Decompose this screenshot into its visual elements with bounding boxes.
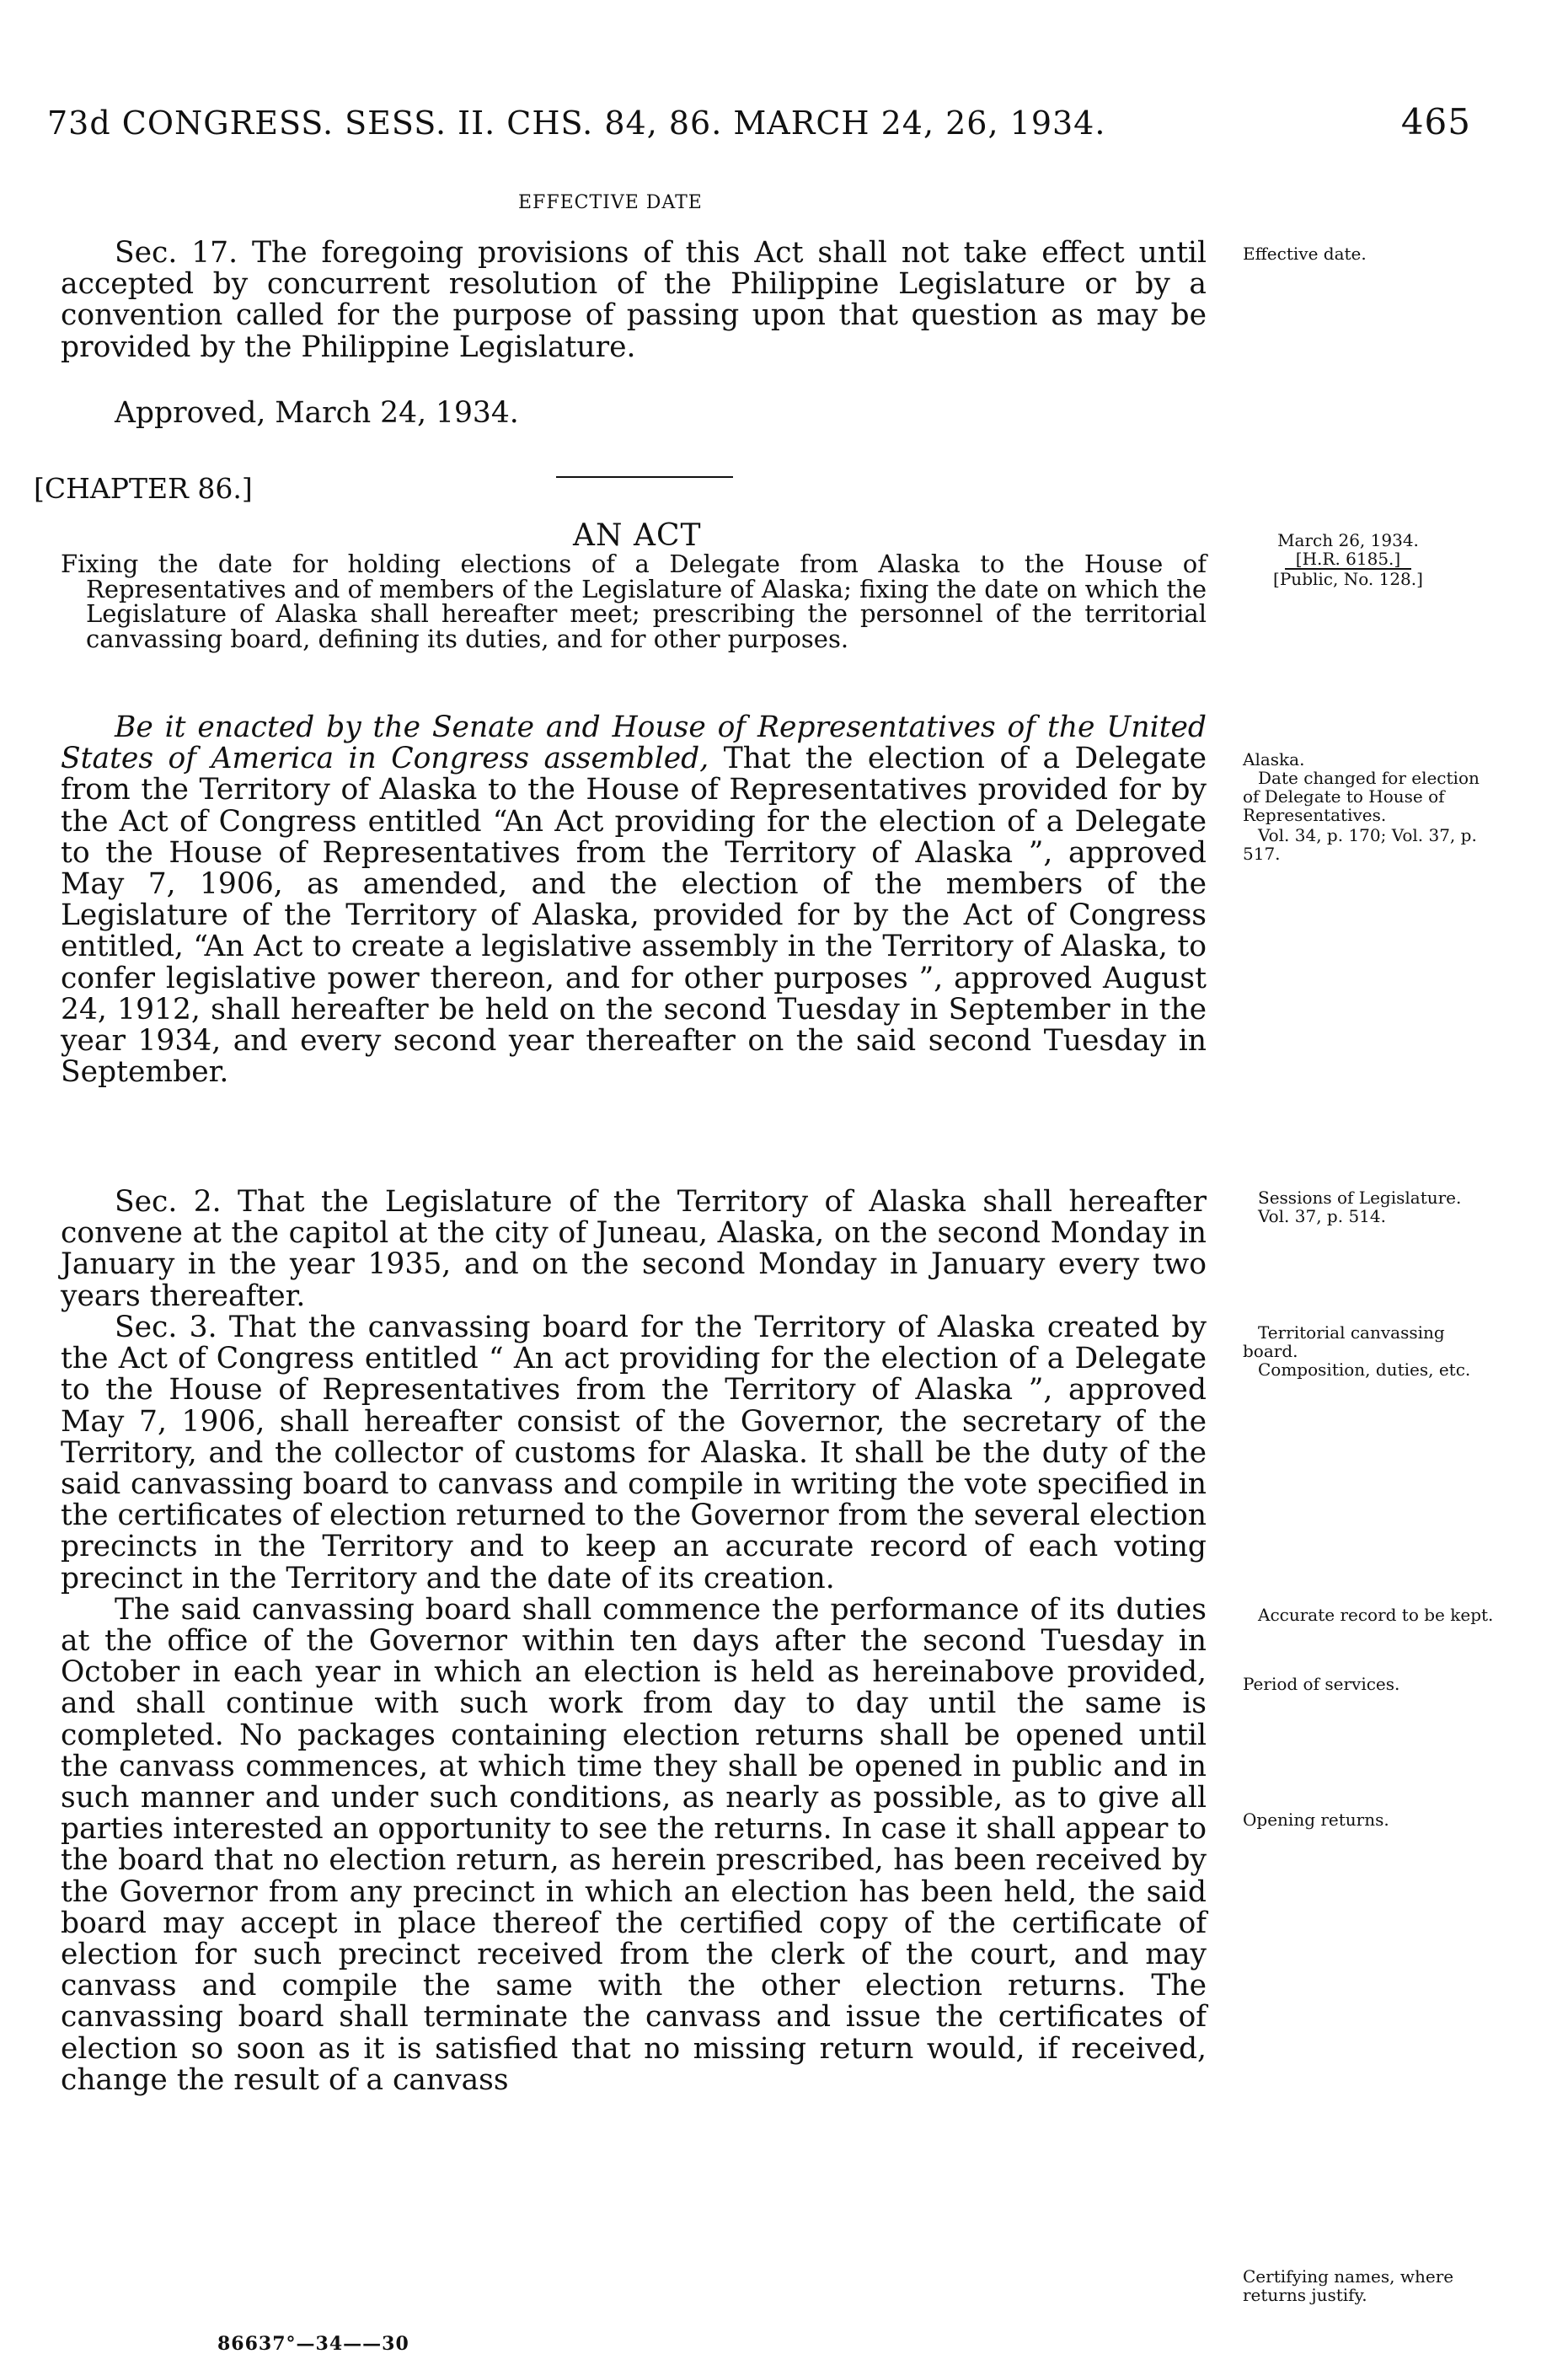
section-17 [61,238,1207,363]
enacting-clause: Be it enacted by the Senate and House of Representatives of the United States of America in Congress assembled, [61,710,1207,776]
margin-date-changed: Date changed for election of Delegate to House of Representatives. [1243,768,1480,825]
section-heading: EFFECTIVE DATE [518,192,703,213]
section-3 [61,1312,1207,2096]
margin-opening: Opening returns. [1243,1810,1389,1830]
margin-act-meta [1264,531,1432,588]
signature-mark: 86637°—34——30 [217,2333,409,2355]
margin-composition: Composition, duties, etc. [1258,1359,1471,1380]
page-number: 465 [1400,101,1471,142]
margin-accurate: Accurate record to be kept. [1258,1605,1494,1625]
margin-effective-date: Effective date. [1243,244,1367,264]
margin-certifying: Certifying names, where returns justify. [1243,2266,1454,2305]
act-date: March 26, 1934. [1277,530,1419,550]
act-title: AN ACT [573,518,702,553]
margin-sessions: Sessions of Legislature. [1258,1188,1462,1208]
section-3-paragraph-2: The said canvassing board shall commence the performance of its duties at the office of the Governor within ten days after the second Tuesday in October in each year in which an election is held as hereinabove provided, and shall continue with such work from day to day until the same is completed. No packages containing election returns shall be opened until the canvass commences, at which time they shall be opened in public and in such manner and under such conditions, as nearly as possible, as to give all parties interested an opportunity to see the returns. In case it shall appear to the board that no election return, as herein prescribed, has been received by the Governor from any precinct in which an election has been held, the said board may accept in place thereof the certified copy of the certificate of election for such precinct received from the clerk of the court, and may canvass and compile the same with the other election returns. The canvassing board shall terminate the canvass and issue the certificates of election so soon as it is satisfied that no missing return would, if received, change the result of a canvass [61,1592,1207,2097]
running-head: 73d CONGRESS. SESS. II. CHS. 84, 86. MARCH 24, 26, 1934. [47,105,1106,142]
approval-line: Approved, March 24, 1934. [115,396,519,430]
margin-notes-sec2 [1243,1188,1496,1225]
margin-notes-sec3 [1243,1323,1496,1379]
page-header [47,101,1471,142]
section-2 [61,1187,1207,1312]
section-17-text: Sec. 17. The foregoing provisions of this Act shall not take effect until accepted by concurrent resolution of the Philippine Legislature or by a convention called for the purpose of passing upon that question as may be provided by the Philippine Legislature. [61,236,1207,364]
section-3-text: Sec. 3. That the canvassing board for the Territory of Alaska created by the Act of Congress entitled “ An act providing for the election of a Delegate to the House of Representatives from the Territory of Alaska ”, approved May 7, 1906, shall hereafter consist of the Governor, the secretary of the Territory, and the collector of customs for Alaska. It shall be the duty of the said canvassing board to canvass and compile in writing the vote specified in the certificates of election returned to the Governor from the several election precincts in the Territory and to keep an accurate record of each voting precinct in the Territory and the date of its creation. [61,1311,1207,1595]
margin-territorial: Territorial canvassing board. [1243,1322,1445,1361]
section-1-text: That the election of a Delegate from the Territory of Alaska to the House of Representatives provided for by the Act of Congress entitled “An Act providing for the election of a Delegate to the House of Representatives from the Territory of Alaska ”, approved May 7, 1906, as amended, and the election of the members of the Legislature of the Territory of Alaska, provided for by the Act of Congress entitled, “An Act to create a legislative assembly in the Territory of Alaska, to confer legislative power thereon, and for other purposes ”, approved August 24, 1912, shall hereafter be held on the second Tuesday in September in the year 1934, and every second year thereafter on the said second Tuesday in September. [61,742,1207,1090]
section-1 [61,712,1207,1088]
margin-alaska: Alaska. [1243,749,1305,769]
bill-number: [H.R. 6185.] [1285,550,1411,570]
section-2-text: Sec. 2. That the Legislature of the Territory of Alaska shall hereafter convene at the capitol at the city of Juneau, Alaska, on the second Monday in January in the year 1935, and on the second Monday in January every two years thereafter. [61,1185,1207,1313]
chapter-label: [CHAPTER 86.] [34,472,253,505]
public-number: [Public, No. 128.] [1273,569,1423,589]
margin-notes-sec1 [1243,750,1496,863]
margin-vol-ref1: Vol. 34, p. 170; Vol. 37, p. 517. [1243,825,1477,864]
act-preamble: Fixing the date for holding elections of a Delegate from Alaska to the House of Representatives and of members of the Legislature of Alaska; fixing the date on which the Legislature of Alaska shall hereafter meet; prescribing the personnel of the territorial canvassing board, defining its duties, and for other purposes. [61,550,1207,653]
section-1-paragraph [61,712,1207,1088]
margin-period: Period of services. [1243,1674,1400,1694]
divider-rule [556,476,733,478]
margin-vol-ref2: Vol. 37, p. 514. [1258,1206,1386,1226]
